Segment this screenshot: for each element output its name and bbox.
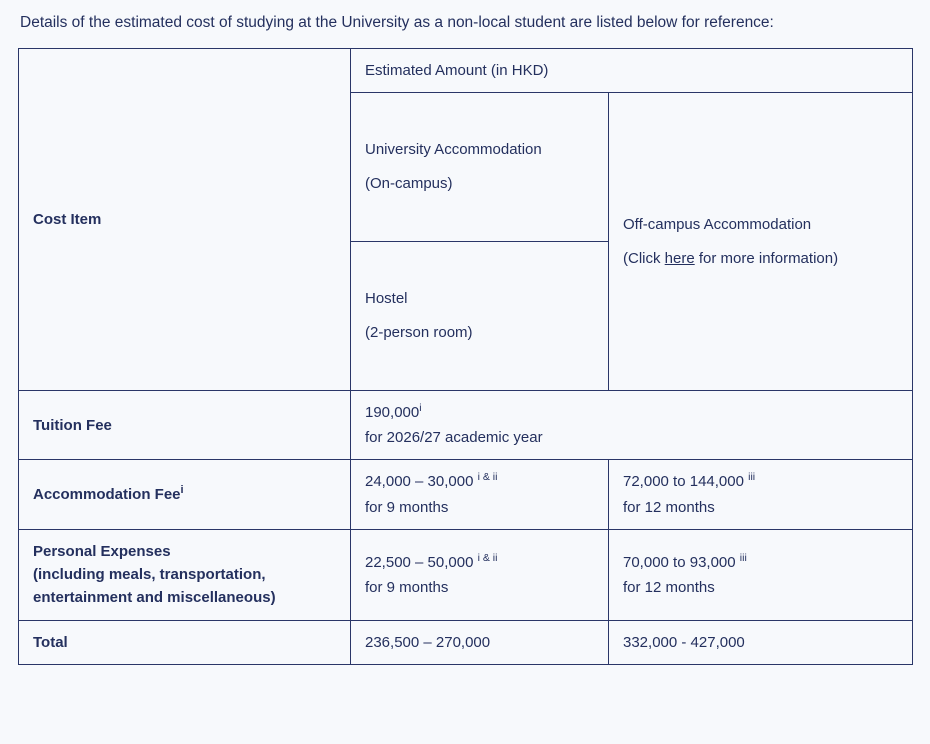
accommodation-offcampus-amount-text: 72,000 to 144,000 [623,473,744,491]
personal-offcampus-amount [623,551,898,574]
header-offcampus-pre: (Click [623,249,665,267]
personal-oncampus-note: for 9 months [365,578,449,596]
header-hostel [351,241,609,390]
header-offcampus-line2 [623,247,898,270]
row-value-personal-oncampus [351,529,609,620]
header-hostel-line1: Hostel [365,290,408,308]
personal-expenses-line1: Personal Expenses [33,542,171,560]
accommodation-oncampus-amount-text: 24,000 – 30,000 [365,473,474,491]
header-university-accommodation-line1: University Accommodation [365,141,542,159]
accommodation-offcampus-footnote: iii [748,471,756,484]
personal-offcampus-footnote: iii [739,551,747,564]
row-value-personal-offcampus [609,529,913,620]
personal-oncampus-amount [365,551,594,574]
accommodation-offcampus-note: for 12 months [623,498,715,516]
accommodation-oncampus-footnote: i & ii [477,471,498,484]
accommodation-oncampus-note: for 9 months [365,498,449,516]
header-hostel-line2: (2-person room) [365,324,473,342]
tuition-fee-note: for 2026/27 academic year [365,429,543,447]
row-value-total-oncampus: 236,500 – 270,000 [351,620,609,664]
personal-offcampus-note: for 12 months [623,578,715,596]
header-estimated-amount: Estimated Amount (in HKD) [351,48,913,92]
cost-table [18,48,913,665]
personal-expenses-line3: entertainment and miscellaneous) [33,589,276,607]
row-label-accommodation-fee-text: Accommodation Fee [33,486,181,504]
row-label-total: Total [19,620,351,664]
table-row [19,460,913,530]
page-intro-text: Details of the estimated cost of studying at the University as a non-local student are listed below for reference: [20,14,774,31]
personal-offcampus-amount-text: 70,000 to 93,000 [623,553,736,571]
table-header-row-1 [19,48,913,92]
header-university-accommodation [351,92,609,241]
accommodation-offcampus-amount [623,470,898,493]
row-label-accommodation-fee [19,460,351,530]
row-value-accommodation-oncampus [351,460,609,530]
row-value-total-offcampus: 332,000 - 427,000 [609,620,913,664]
offcampus-info-link[interactable]: here [664,249,695,267]
header-university-accommodation-line2: (On-campus) [365,175,453,193]
header-offcampus-line1: Off-campus Accommodation [623,215,812,233]
personal-expenses-line2: (including meals, transportation, [33,566,266,584]
personal-oncampus-footnote: i & ii [477,551,498,564]
table-row [19,529,913,620]
header-offcampus-accommodation [609,92,913,390]
row-label-tuition-fee: Tuition Fee [19,390,351,460]
accommodation-oncampus-amount [365,470,594,493]
row-label-personal-expenses [19,529,351,620]
table-row [19,390,913,460]
accommodation-fee-footnote: i [180,484,184,497]
header-offcampus-post: for more information) [694,249,839,267]
tuition-fee-amount [365,401,898,424]
header-cost-item: Cost Item [19,48,351,390]
tuition-fee-footnote: i [419,401,422,414]
table-row [19,620,913,664]
row-value-tuition-fee [351,390,913,460]
personal-oncampus-amount-text: 22,500 – 50,000 [365,553,474,571]
tuition-fee-amount-text: 190,000 [365,403,420,421]
row-value-accommodation-offcampus [609,460,913,530]
